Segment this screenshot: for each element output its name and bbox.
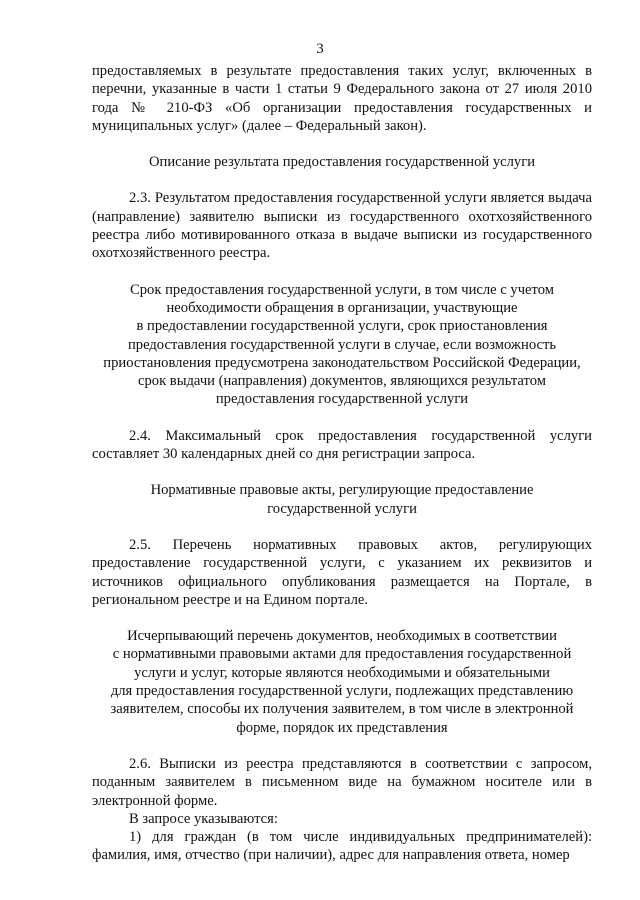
paragraph-2-3: 2.3. Результатом предоставления государственной услуги является выдача (направление) заявителю выписки из государственного охотхозяйственного реестра либо мотивированного отказа в выдаче выписки из государственного охотхозяйственного реестра. (92, 190, 592, 262)
heading-docs-line: Исчерпывающий перечень документов, необходимых в соответствии (127, 628, 557, 645)
heading-docs (92, 627, 592, 737)
paragraph-2-5: 2.5. Перечень нормативных правовых актов, регулирующих предоставление государственной услуги, с указанием их реквизитов и источников официального опубликования размещается на Портале, в региональном реестре и на Едином портале. (92, 536, 592, 608)
document-body (92, 62, 592, 865)
heading-result (92, 153, 592, 171)
heading-acts-line: государственной услуги (267, 500, 417, 517)
heading-term-line: необходимости обращения в организации, участвующие (166, 299, 518, 316)
heading-acts (92, 481, 592, 518)
intro-paragraph: предоставляемых в результате предоставления таких услуг, включенных в перечни, указанные в части 1 статьи 9 Федерального закона от 27 июля 2010 года № 210-ФЗ «Об организации предоставления государственных и муниципальных услуг» (далее – Федеральный закон). (92, 63, 592, 134)
heading-term-line: приостановления предусмотрена законодательством Российской Федерации, (103, 354, 581, 371)
heading-term-line: предоставления государственной услуги (215, 391, 469, 408)
page-number: 3 (316, 41, 324, 57)
heading-term-line: в предоставлении государственной услуги, срок приостановления (136, 318, 548, 335)
heading-docs-line: заявителем, способы их получения заявителем, в том числе в электронной (110, 701, 574, 718)
heading-term (92, 281, 592, 409)
heading-acts-line: Нормативные правовые акты, регулирующие предоставление (150, 482, 534, 499)
paragraph-request: В запросе указываются: (129, 810, 278, 827)
heading-docs-line: форме, порядок их представления (236, 719, 448, 736)
paragraph-2-6: 2.6. Выписки из реестра представляются в соответствии с запросом, поданным заявителем в письменном виде на бумажном носителе или в электронной форме. (92, 755, 592, 809)
paragraph-citizens: 1) для граждан (в том числе индивидуальных предпринимателей): фамилия, имя, отчество (при наличии), адрес для направления ответа, номер (92, 829, 592, 864)
heading-result-line: Описание результата предоставления государственной услуги (148, 154, 536, 171)
paragraph-2-4: 2.4. Максимальный срок предоставления государственной услуги составляет 30 календарных дней со дня регистрации запроса. (92, 427, 592, 463)
heading-docs-line: с нормативными правовыми актами для предоставления государственной (112, 646, 572, 663)
heading-docs-line: услуги и услуг, которые являются необходимыми и обязательными (134, 664, 550, 681)
heading-term-line: предоставления государственной услуги в случае, если возможность (127, 336, 556, 353)
heading-term-line: Срок предоставления государственной услуги, в том числе с учетом (130, 281, 554, 298)
heading-docs-line: для предоставления государственной услуги, подлежащих представлению (110, 683, 574, 700)
heading-term-line: срок выдачи (направления) документов, являющихся результатом (138, 373, 546, 390)
